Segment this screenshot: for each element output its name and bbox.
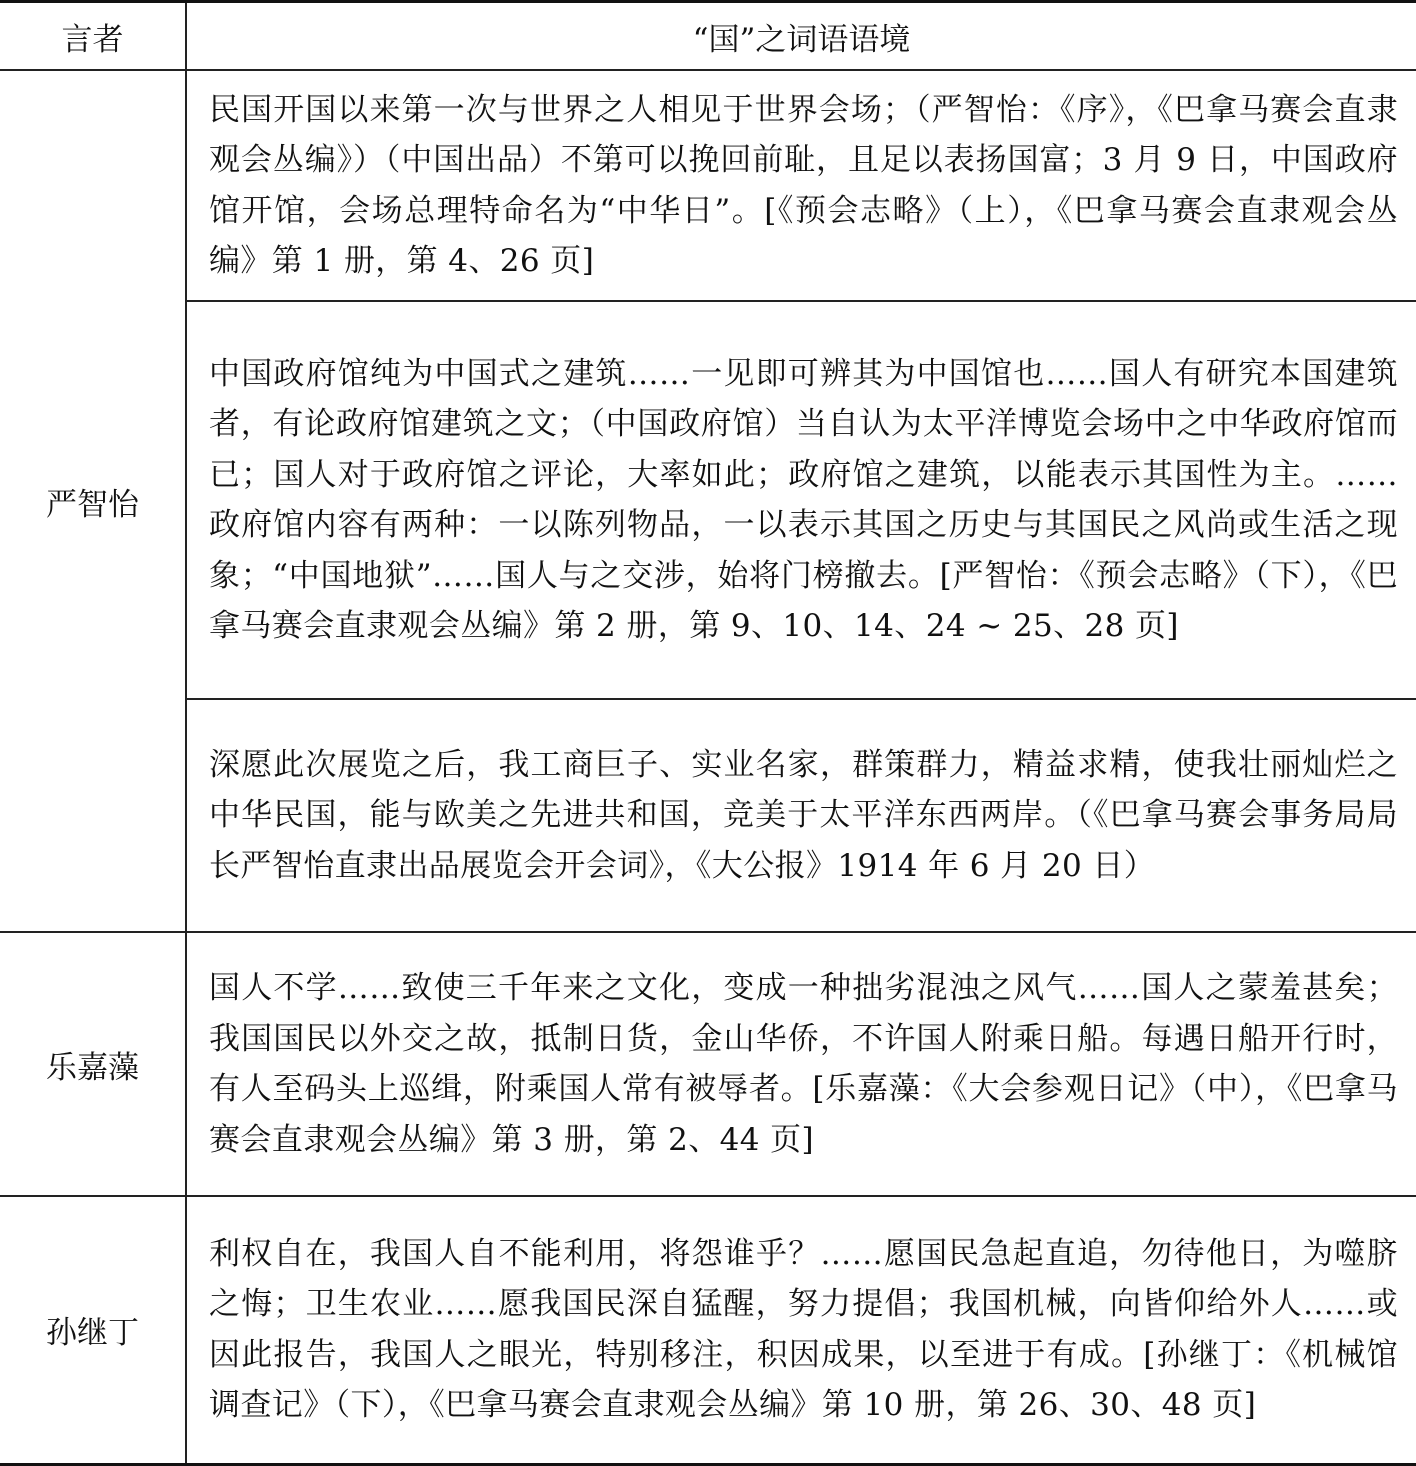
speaker-cell: 严智怡 [0, 70, 186, 932]
quote-cell: 国人不学……致使三千年来之文化，变成一种拙劣混浊之风气……国人之蒙羞甚矣；我国国民以外交之故，抵制日货，金山华侨，不许国人附乘日船。每遇日船开行时，有人至码头上巡缉，附乘国人常有被辱者。[乐嘉藻：《大会参观日记》（中），《巴拿马赛会直隶观会丛编》第 3 册，第 2、44 页] [186, 932, 1416, 1196]
header-speaker: 言者 [0, 2, 186, 71]
speaker-cell: 孙继丁 [0, 1196, 186, 1464]
table-row [0, 932, 1416, 1196]
quote-cell: 民国开国以来第一次与世界之人相见于世界会场；（严智怡：《序》，《巴拿马赛会直隶观会丛编》）（中国出品）不第可以挽回前耻，且足以表扬国富；3 月 9 日，中国政府馆开馆，会场总理特命名为“中华日”。[《预会志略》（上），《巴拿马赛会直隶观会丛编》第 1 册，第 4、26 页] [186, 70, 1416, 301]
table-row [0, 1196, 1416, 1464]
header-context: “国”之词语语境 [186, 2, 1416, 71]
speaker-cell: 乐嘉藻 [0, 932, 186, 1196]
quote-cell: 深愿此次展览之后，我工商巨子、实业名家，群策群力，精益求精，使我壮丽灿烂之中华民国，能与欧美之先进共和国，竞美于太平洋东西两岸。（《巴拿马赛会事务局局长严智怡直隶出品展览会开会词》，《大公报》1914 年 6 月 20 日） [186, 699, 1416, 932]
table-row [0, 699, 1416, 932]
table-row [0, 301, 1416, 699]
quote-cell: 利权自在，我国人自不能利用，将怨谁乎？……愿国民急起直追，勿待他日，为噬脐之悔；卫生农业……愿我国民深自猛醒，努力提倡；我国机械，向皆仰给外人……或因此报告，我国人之眼光，特别移注，积因成果，以至进于有成。[孙继丁：《机械馆调查记》（下），《巴拿马赛会直隶观会丛编》第 10 册，第 26、30、48 页] [186, 1196, 1416, 1464]
header-row [0, 2, 1416, 71]
quote-cell: 中国政府馆纯为中国式之建筑……一见即可辨其为中国馆也……国人有研究本国建筑者，有论政府馆建筑之文；（中国政府馆）当自认为太平洋博览会场中之中华政府馆而已；国人对于政府馆之评论，大率如此；政府馆之建筑，以能表示其国性为主。……政府馆内容有两种：一以陈列物品，一以表示其国之历史与其国民之风尚或生活之现象；“中国地狱”……国人与之交涉，始将门榜撤去。[严智怡：《预会志略》（下），《巴拿马赛会直隶观会丛编》第 2 册，第 9、10、14、24 ~ 25、28 页] [186, 301, 1416, 699]
table-row [0, 70, 1416, 301]
